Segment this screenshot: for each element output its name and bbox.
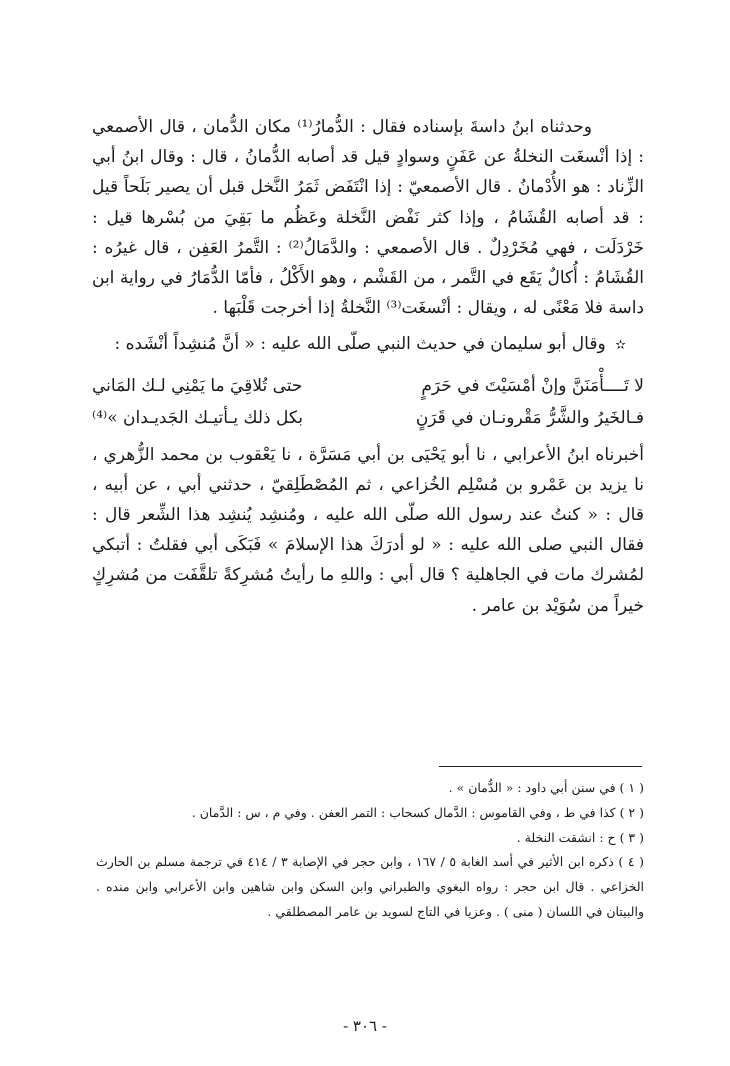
footnote-1: ( ١ ) في سنن أبي داود : « الدُّمان » .: [448, 780, 644, 795]
poem-line-2: [92, 402, 644, 434]
paragraph-2-text: وقال أبو سليمان في حديث النبي صلّى الله عليه : « أنَّ مُنشِداً أنْشَده :: [114, 334, 606, 355]
footnote-4: ( ٤ ) ذكره ابن الأثير في أسد الغابة ٥ / ١٦٧ ، وابن حجر في الإصابة ٣ / ٤١٤ في ترجمة مسلم بن الحارث الخزاعي . قال ابن حجر : رواه البغوي والطبراني وابن السكن وابن شاهين وابن الأعرابي وابن منده . والبيتان في اللسان ( منى ) . وعزيا في التاج لسويد بن عامر المصطلقي .: [96, 854, 644, 919]
paragraph-1: وحدثناه ابنُ داسةَ بإسناده فقال : الدُّمارُ⁽¹⁾ مكان الدُّمان ، قال الأصمعي : إذا أنْسغَت النخلةُ عن عَفَنٍ وسوادٍ قيل قد أصابه الدُّمانُ ، قال : وقال ابنُ أبي الزِّناد : هو الأُدْمانُ . قال الأصمعيّ : إذا انْتَفَض ثَمَرُ النَّخل قبل أن يصير بَلَحاً قيل : قد أصابه القُشَامُ ، وإذا كثر نَفْض النَّخلة وعَظُم ما بَقِيَ من بُسْرها قيل : خَرْدَلَت ، فهي مُخَرْدِلٌ . قال الأصمعي : والدَّمَالُ⁽²⁾ : التَّمرُ العَفِن ، قال غيرُه : القُشَامُ : أُكالٌ يَقَع في التَّمر ، من القَشْم ، وهو الأَكْلُ ، فأمّا الدُّمَارُ في رواية ابن داسة فلا مَعْنًى له ، ويقال : أنْسغَت⁽³⁾ النَّخلةُ إذا أخرجت قَلْبَها .: [92, 117, 644, 319]
poem-line-2-second-hemistich: بكل ذلك يـأتيـك الجَديـدان »⁽⁴⁾: [92, 407, 303, 428]
poem: [92, 370, 644, 434]
footnote-2: ( ٢ ) كذا في ط ، وفي القاموس : الدَّمال كسحاب : التمر العفن . وفي م ، س : الدَّمان .: [191, 804, 644, 820]
main-text: [92, 112, 644, 621]
footnote-divider: [439, 766, 642, 767]
paragraph-3: أخبرناه ابنُ الأعرابي ، نا أبو يَحْيَى بن أبي مَسَرَّة ، نا يَعْقوب بن محمد الزُّهري ، نا يزيد بن عَمْرو بن مُسْلِم الخُزاعي ، ثم المُصْطَلِقيّ ، حدثني أبي ، عن أبيه ، قال : « كنتُ عند رسول الله صلّى الله عليه ، ومُنشِد يُنشِد هذا الشِّعر قال : فقال النبي صلى الله عليه : « لو أدرَكَ هذا الإسلامَ » فَبَكَى أبي فقلتُ : أتبكي لمُشرك مات في الجاهلية ؟ قال أبي : واللهِ ما رأيتُ مُشرِكةً تلقَّفَت من مُشرِكٍ خيراً من سُوَيْد بن عامر .: [92, 444, 644, 616]
paragraph-2: [92, 329, 644, 361]
poem-line-2-first-hemistich: فـالخَيرُ والشَّرُّ مَقْرونـان في قَرَنٍ: [415, 407, 644, 428]
star-icon: ✫: [615, 338, 626, 354]
poem-line-1: [92, 370, 644, 402]
poem-line-1-first-hemistich: لا تَــــأْمَنَنَّ وإنْ أمْسَيْتَ في حَرَمٍ: [421, 375, 644, 396]
footnote-3: ( ٣ ) ح : انشقت النخلة .: [516, 829, 644, 845]
footnotes: [96, 776, 644, 925]
page-number: - ٣٠٦ -: [343, 1017, 387, 1035]
poem-line-1-second-hemistich: حتى تُلاقِيَ ما يَمْنِي لـك المَاني: [92, 375, 303, 396]
